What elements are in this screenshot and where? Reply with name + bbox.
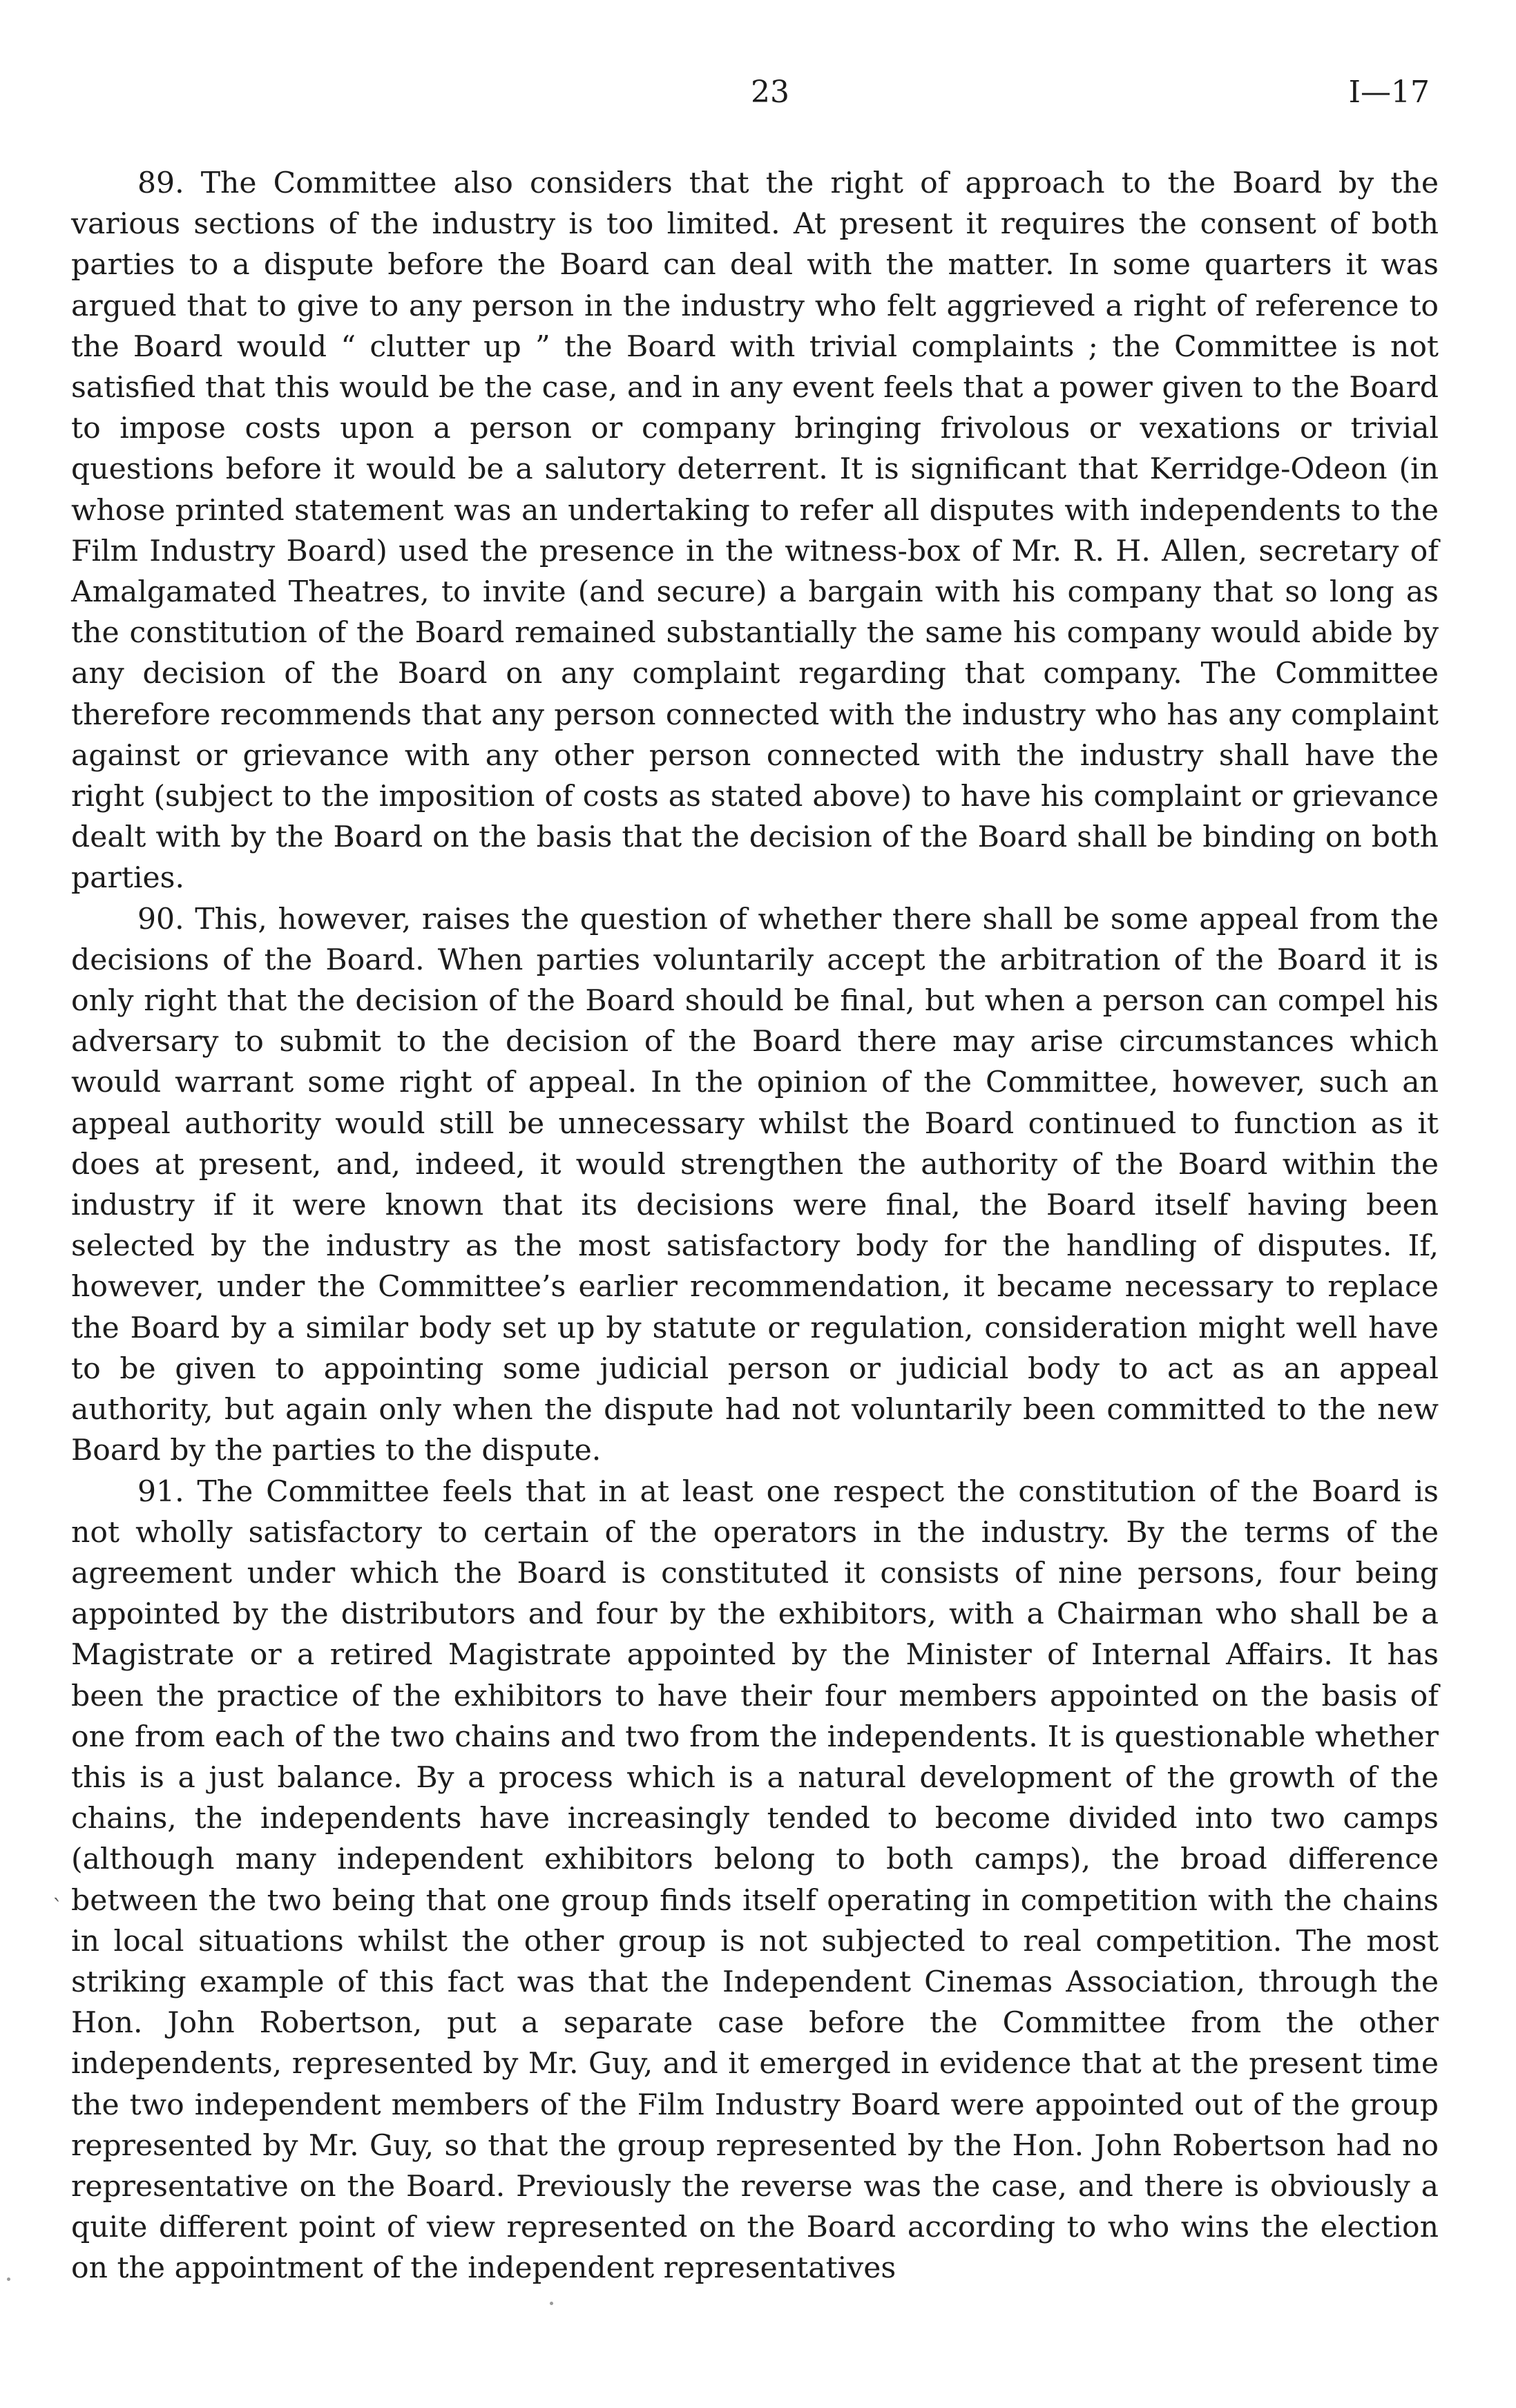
- page-number: 23: [751, 75, 789, 110]
- paragraph-90: 90. This, however, raises the question of whether there shall be some appeal from the decisions of the Board. When parties voluntarily accept the arbitration of the Board it is only right that the decision of the Board should be final, but when a person can compel his adversary to submit to the decision of the Board there may arise circumstances which would warrant some right of appeal. In the opinion of the Committee, however, such an appeal authority would still be unnecessary whilst the Board continued to function as it does at present, and, indeed, it would strengthen the authority of the Board within the industry if it were known that its decisions were final, the Board itself having been selected by the industry as the most satisfactory body for the handling of disputes. If, however, under the Committee’s earlier recommendation, it became necessary to replace the Board by a similar body set up by statute or regulation, consideration might well have to be given to appointing some judicial person or judicial body to act as an appeal authority, but again only when the dispute had not voluntarily been committed to the new Board by the parties to the dispute.: [71, 902, 1439, 1468]
- paragraph-89: 89. The Committee also considers that the right of approach to the Board by the various sections of the industry is too limited. At present it requires the consent of both parties to a dispute before the Board can deal with the matter. In some quarters it was argued that to give to any person in the industry who felt aggrieved a right of reference to the Board would “ clutter up ” the Board with trivial complaints ; the Committee is not satisfied that this would be the case, and in any event feels that a power given to the Board to impose costs upon a person or company bringing frivolous or vexations or trivial questions before it would be a salutory deterrent. It is significant that Kerridge-Odeon (in whose printed statement was an undertaking to refer all disputes with independents to the Film Industry Board) used the presence in the witness-box of Mr. R. H. Allen, secretary of Amalgamated Theatres, to invite (and secure) a bargain with his company that so long as the constitution of the Board remained substantially the same his company would abide by any decision of the Board on any complaint regarding that company. The Committee therefore recommends that any person connected with the industry who has any complaint against or grievance with any other person connected with the industry shall have the right (subject to the imposition of costs as stated above) to have his complaint or grievance dealt with by the Board on the basis that the decision of the Board shall be binding on both parties.: [71, 166, 1439, 896]
- page-header: [0, 77, 1516, 126]
- document-reference: I—17: [1348, 75, 1430, 110]
- scan-speck-mark: [550, 2302, 553, 2305]
- scan-speck-mark: [7, 2277, 10, 2281]
- margin-tick-mark: ˋ: [52, 1896, 63, 1920]
- paragraph-91: 91. The Committee feels that in at least one respect the constitution of the Board is not wholly satisfactory to certain of the operators in the industry. By the terms of the agreement under which the Board is constituted it consists of nine persons, four being appointed by the distributors and four by the exhibitors, with a Chairman who shall be a Magistrate or a retired Magistrate appointed by the Minister of Internal Affairs. It has been the practice of the exhibitors to have their four members appointed on the basis of one from each of the two chains and two from the independents. It is questionable whether this is a just balance. By a process which is a natural development of the growth of the chains, the independents have increasingly tended to become divided into two camps (although many independent exhibitors belong to both camps), the broad difference between the two being that one group finds itself operating in competition with the chains in local situations whilst the other group is not subjected to real competition. The most striking example of this fact was that the Independent Cinemas Association, through the Hon. John Robertson, put a separate case before the Committee from the other independents, represented by Mr. Guy, and it emerged in evidence that at the present time the two independent members of the Film Industry Board were appointed out of the group represented by Mr. Guy, so that the group represented by the Hon. John Robertson had no representative on the Board. Previously the reverse was the case, and there is obviously a quite different point of view represented on the Board according to who wins the election on the appointment of the independent representatives: [71, 1474, 1439, 2286]
- body-text: [71, 163, 1439, 2289]
